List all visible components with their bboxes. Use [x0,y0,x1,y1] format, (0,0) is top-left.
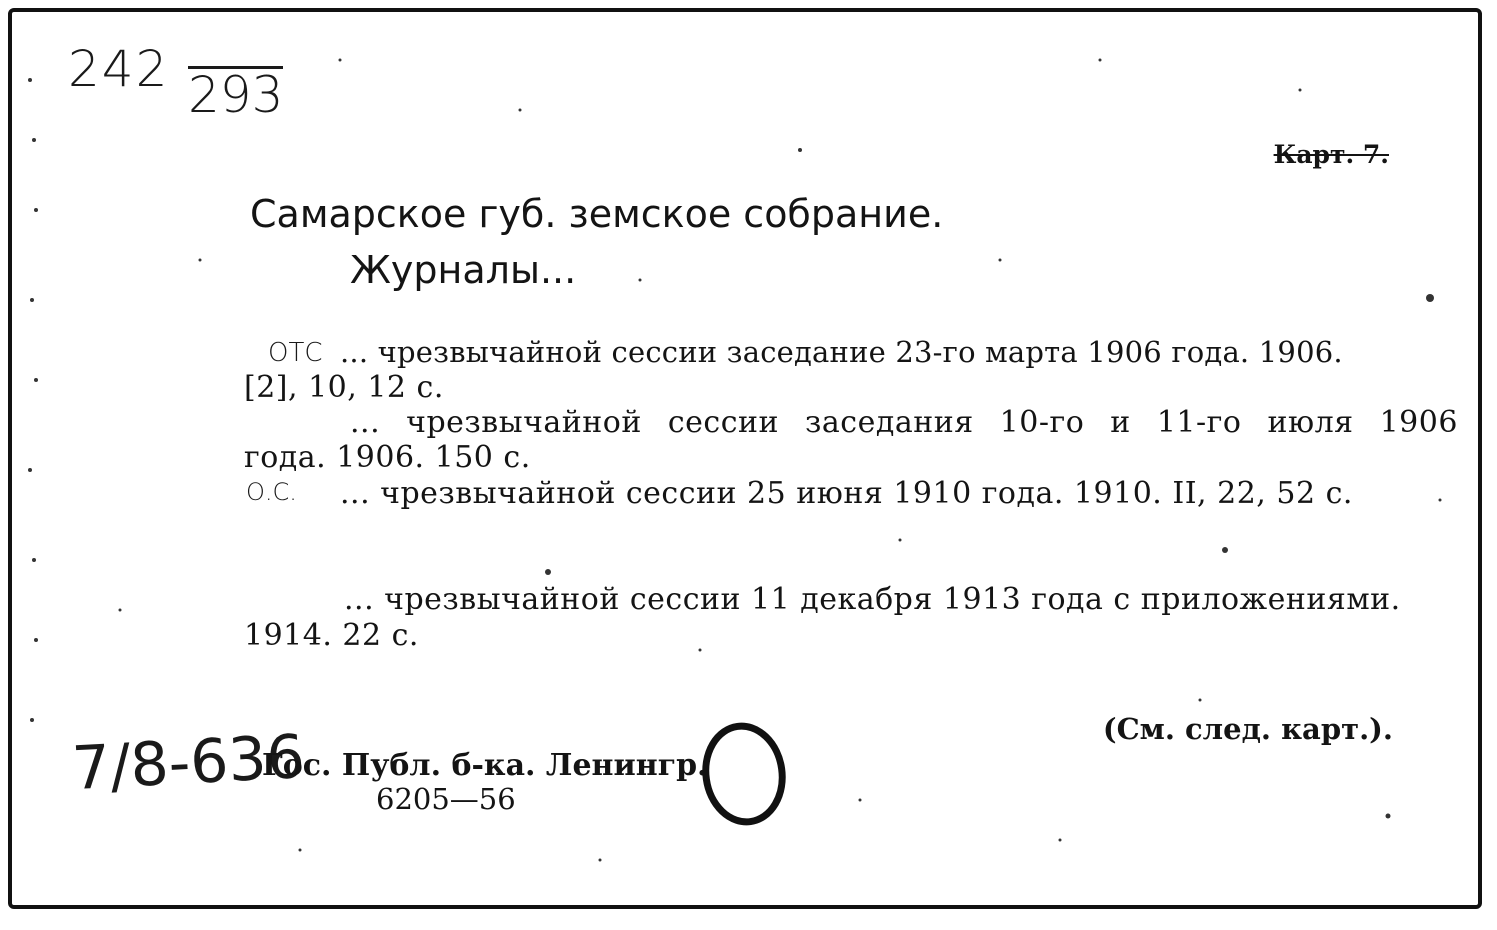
heading-title: Самарское губ. земское собрание. [250,192,944,236]
entry-line: года. 1906. 150 с. [244,440,531,475]
entry-line: ... чрезвычайной сессии 11 декабря 1913 года с приложениями. [344,582,1401,617]
library-imprint: Гос. Публ. б-ка. Ленингр. [262,748,708,783]
entry-line: [2], 10, 12 с. [244,370,444,405]
shelfmark: 7/8-636 [70,721,307,805]
entry-line: ... чрезвычайной сессии 25 июня 1910 года. 1910. II, 22, 52 с. [340,476,1353,511]
imprint-code: 6205—56 [376,782,516,816]
entry-line: ... чрезвычайной сессии заседание 23-го марта 1906 года. 1906. [340,335,1343,369]
handwritten-number: 242 [68,40,170,98]
see-next-card: (См. след. карт.). [1102,712,1393,746]
entry-line: 1914. 22 с. [244,618,419,653]
stamp-circle [696,716,792,832]
entry-mark: О.С. [246,478,297,506]
card-number-label: Карт. 7. [1273,140,1389,169]
entry-mark: ОТС [268,338,323,368]
heading-subtitle: Журналы... [350,248,577,292]
handwritten-sub-number: 293 [188,66,284,124]
entry-line: ... чрезвычайной сессии заседания 10-го и 11-го июля 1906 [350,405,1458,440]
